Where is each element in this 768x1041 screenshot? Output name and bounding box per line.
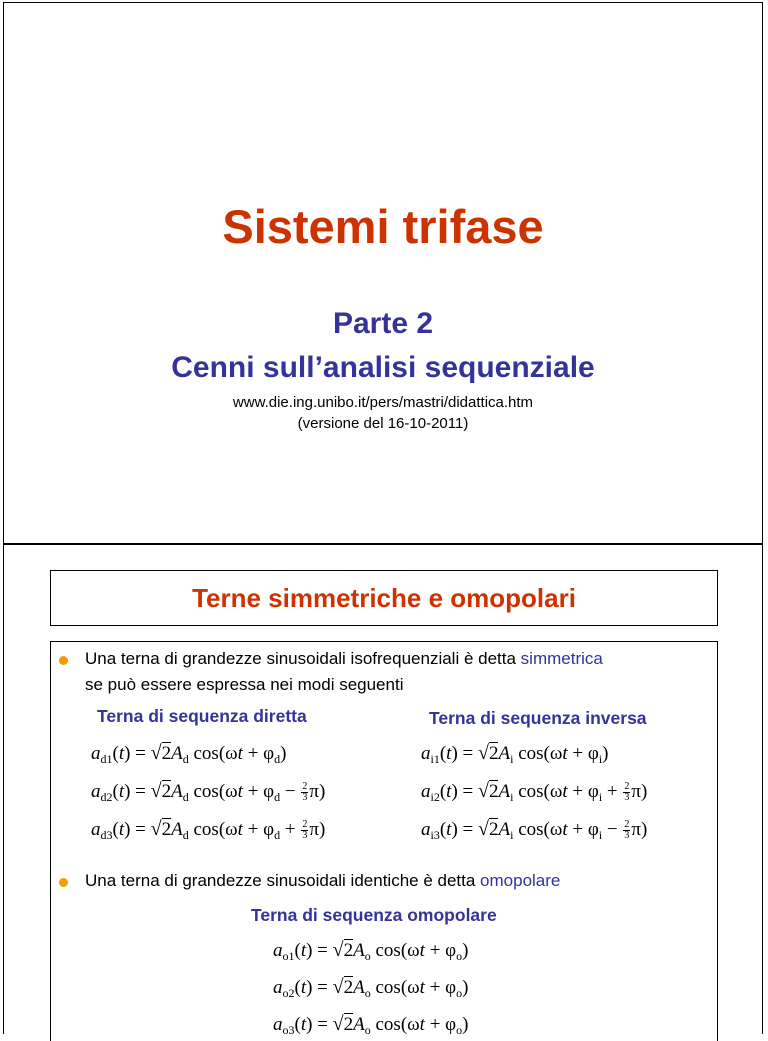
content-slide	[3, 544, 763, 1037]
bullet-icon	[59, 656, 71, 668]
equation-ao2: $a_{o2}(t) = √2A_o$ $\cos(\omega t + \varphi_o)$	[273, 976, 469, 1000]
heading-sequenza-diretta: Terna di sequenza diretta	[97, 706, 307, 726]
heading-sequenza-omopolare: Terna di sequenza omopolare	[251, 905, 497, 925]
bullet-text-line2: se può essere espressa nei modi seguenti	[85, 675, 404, 694]
equation-ao1: $a_{o1}(t) = √2A_o$ $\cos(\omega t + \varphi_o)$	[273, 939, 469, 963]
bullet-text: Una terna di grandezze sinusoidali identiche è detta	[85, 871, 481, 890]
course-url: www.die.ing.unibo.it/pers/mastri/didattica.htm	[232, 394, 534, 411]
equation-ai3: $a_{i3}(t) = √2A_i$ $\cos(\omega t + \varphi_i$ − $\frac{2}{3}$ π)	[421, 818, 648, 842]
version-label: (versione del 16-10-2011)	[297, 415, 469, 432]
bullet-text-omopolare	[85, 868, 560, 894]
equation-ad1: $a_{d1}(t) = √2A_d$ $\cos(\omega t + \varphi_d)$	[91, 742, 287, 766]
bullet-icon	[59, 878, 71, 890]
equation-ad3: $a_{d3}(t) = √2A_d$ $\cos(\omega t + \varphi_d$ + $\frac{2}{3}$ π)	[91, 818, 326, 842]
keyword-omopolare: omopolare	[480, 871, 561, 890]
part-label: Parte 2	[332, 307, 434, 340]
bullet-text-simmetrica	[85, 646, 603, 698]
title-slide	[3, 2, 763, 544]
keyword-simmetrica: simmetrica	[520, 649, 603, 668]
equation-ad2: $a_{d2}(t) = √2A_d$ $\cos(\omega t + \varphi_d$ − $\frac{2}{3}$ π)	[91, 780, 326, 804]
slide-content	[50, 641, 718, 1041]
equation-ai1: $a_{i1}(t) = √2A_i$ $\cos(\omega t + \varphi_i)$	[421, 742, 609, 766]
equation-ao3: $a_{o3}(t) = √2A_o$ $\cos(\omega t + \varphi_o)$	[273, 1013, 469, 1037]
bullet-text: Una terna di grandezze sinusoidali isofrequenziali è detta	[85, 649, 521, 668]
presentation-subtitle: Cenni sull’analisi sequenziale	[171, 351, 595, 384]
slide-title: Terne simmetriche e omopolari	[50, 570, 718, 626]
heading-sequenza-inversa: Terna di sequenza inversa	[429, 708, 647, 728]
presentation-title: Sistemi trifase	[222, 200, 544, 253]
equation-ai2: $a_{i2}(t) = √2A_i$ $\cos(\omega t + \varphi_i$ + $\frac{2}{3}$ π)	[421, 780, 648, 804]
